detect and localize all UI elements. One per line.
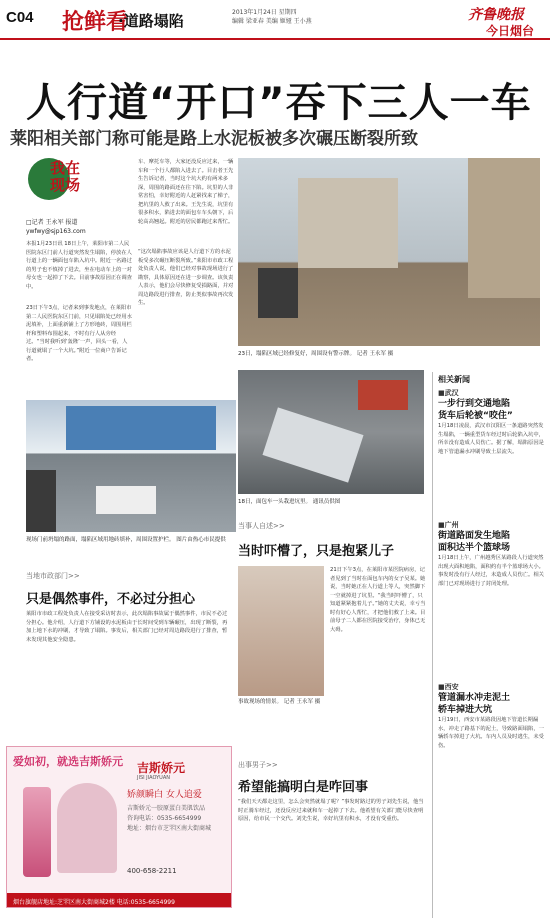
ad-line1: 吉斯娇元一胶原蛋白美肌饮品 <box>127 805 206 812</box>
right2-kicker: 出事男子>> <box>238 761 278 769</box>
photo2-caption: 现场门前坍塌的路面，塌陷区域用地砖填补，周围设置护栏。 图片由热心市民提供 <box>26 537 226 543</box>
related-body: 1月18日凌晨，武汉市汉阳区一条道路突然发生塌陷，一辆重型货车经过时后轮陷入坑中，所幸没有造成人员伤亡。据了解，塌陷原因是地下管道漏水冲刷导致土层流失。 <box>438 423 544 455</box>
mid-kicker: 当事人自述>> <box>238 522 285 530</box>
photo3-caption: 18日，面包车一头栽进坑里。 通讯员供图 <box>238 499 341 505</box>
header-rule <box>0 38 550 40</box>
page-subheadline: 莱阳相关部门称可能是路上水泥板被多次碾压断裂所致 <box>10 129 418 149</box>
related-item <box>438 682 544 826</box>
photo4-caption: 事故现场的情景。 记者 王永军 摄 <box>238 699 321 705</box>
article-col2: 23日下午3点，记者来到事发地点，在莱阳市第二人民医院东区门前，只见塌陷处已经用水泥填补，上面重新铺上了方形地砖，周围用栏杆和塑料布围起来，不时有行人从旁经过。“当时我听到‘轰隆’一声，回头一看，人行道就塌了一个大坑。”附近一位商户告诉记者。 <box>26 305 132 362</box>
ad-product-image <box>23 787 51 877</box>
related-item <box>438 520 544 678</box>
photo1-caption: 23日，塌陷区域已经修复好，周围设有警示牌。 记者 王永军 摄 <box>238 351 394 357</box>
victim-photo <box>238 566 324 696</box>
left2-body: 莱阳市市政工程处负责人在接受采访时表示，此次塌陷事故属于偶然事件，市民不必过分担心。他介绍，人行道下方铺设的水泥板由于长时间受到车辆碾压，出现了断裂，再加上地下水的冲刷，才导致了塌陷。事发后，相关部门已经对周边路段进行了排查，暂未发现其他安全隐患。 <box>26 611 228 643</box>
ad-slogan: 娇颜瞬白 女人追爱 <box>127 790 202 800</box>
ad-banner[interactable] <box>6 746 232 908</box>
related-title: 相关新闻 <box>438 375 470 384</box>
live-logo-text: 我在 现场 <box>50 159 81 194</box>
article-col4: “这次塌陷事故应该是人行道下方的水泥板受多次碾压断裂所致。”莱阳市市政工程处负责人说，他们已经对事故现场进行了勘察，具体原因还在进一步调查。该负责人表示，他们会尽快修复受损路面，并对周边路段进行排查，防止类似事故再次发生。 <box>138 249 234 306</box>
hospital-photo <box>26 400 236 532</box>
article-col3: 车、摩托车等，大家还没反应过来，一辆车和一个行人都陷入进去了。目击者王先生告诉记者，当时这个坑大约有两米多深，周围的路面还在往下陷。坑里的人非常害怕，幸好附近的人赶紧找来了梯子，把坑里的人救了出来。王先生说，坑里有很多积水，陷进去的面包车车头朝下，后轮高高翘起。附近的居民都跑过来帮忙。 <box>138 159 234 225</box>
related-body: 1月18日上午，广州越秀区某路段人行道突然出现大面积地陷，面积约有半个篮球场大小。事发时没有行人经过，未造成人员伤亡。相关部门已对现场进行了封闭处理。 <box>438 555 544 587</box>
date-line: 2013年1月24日 星期四 编辑 梁亚春 美编 姬娅 王小燕 <box>232 9 312 25</box>
page-code: C04 <box>6 9 34 26</box>
related-headline: 一步行到交通地陷 货车后轮被“咬住” <box>438 399 513 421</box>
related-headline: 管道漏水冲走泥土 轿车掉进大坑 <box>438 693 511 715</box>
car-pit-photo <box>238 370 424 494</box>
related-list <box>438 388 544 826</box>
right2-body: “我们天天都走这里，怎么会突然就塌了呢？”事发时路过的男子刘先生说，他当时正骑车经过，还没反应过来就和车一起掉了下去。他希望有关部门能尽快查明原因，给市民一个交代。刘先生说，幸好坑里有积水，才没有受重伤。 <box>238 799 424 822</box>
ad-tagline: 爱如初，就选吉斯娇元 <box>13 755 123 768</box>
brand-sub-wrap <box>118 10 184 31</box>
left2-title: 只是偶然事件，不必过分担心 <box>26 592 196 607</box>
column-divider <box>432 372 433 918</box>
ad-address-bar: 烟台旗舰店地址:芝罘区南大街商城2楼 电话:0535-6654999 <box>7 893 232 908</box>
mid-body: 21日下午3点，在莱阳市某医院病房，记者见到了当时在面包车内的女子吴某。她说，当时她正在人行道上等人，突然脚下一空就掉进了坑里。“我当时吓懵了，只知道紧紧抱着儿子。”她的丈夫说，幸亏当时有好心人帮忙，才把他们救了上来。目前母子二人都在医院接受治疗，身体已无大碍。 <box>330 567 426 633</box>
mid-title: 当时吓懵了，只是抱紧儿子 <box>238 544 395 559</box>
brand-subtitle: ·道路塌陷 <box>118 12 184 30</box>
related-region: ■广州 <box>438 521 459 529</box>
ad-line3: 地址：烟台市芝罘区南大街商城 <box>127 825 212 832</box>
left2-kicker: 当地市政部门>> <box>26 572 80 580</box>
ad-brand: 吉斯娇元 <box>137 761 186 775</box>
brand-title: 抢鲜看 <box>62 10 129 35</box>
ad-brand-pinyin: JISI JIAOYUAN <box>137 775 171 781</box>
repaired-site-photo <box>238 158 540 346</box>
right2-title: 希望能搞明白是咋回事 <box>238 780 369 795</box>
related-region: ■西安 <box>438 683 459 691</box>
related-body: 1月19日，西安市某路段因地下管道长期漏水，冲走了路基下的泥土，导致路面塌陷，一辆轿车掉进了大坑。车内人员及时逃生，未受伤。 <box>438 717 544 749</box>
page-headline: 人行道“开口”吞下三人一车 <box>26 80 532 126</box>
article-intro: 本报1月23日讯 18日上午，莱阳市第二人民医院东区门前人行道突然发生塌陷，停放在人行道上的一辆面包车陷入坑中。附近一名路过的男子也不慎掉了进去，坐在电动车上的一对母女也一起掉了下去。目前事故原因正在调查中。 <box>26 241 132 290</box>
reporter-byline: □记者 王永军 报道 ywfwy@sjp163.com <box>26 219 86 235</box>
related-headline: 街道路面发生地陷 面积达半个篮球场 <box>438 531 511 553</box>
related-region: ■武汉 <box>438 389 459 397</box>
section-label: 今日烟台 <box>486 24 535 38</box>
ad-hotline: 400-658-2211 <box>127 867 177 875</box>
ad-model-image <box>57 783 117 873</box>
paper-logo: 齐鲁晚报 <box>468 7 524 23</box>
related-item <box>438 388 544 516</box>
ad-line2: 咨询电话：0535-6654999 <box>127 815 202 822</box>
